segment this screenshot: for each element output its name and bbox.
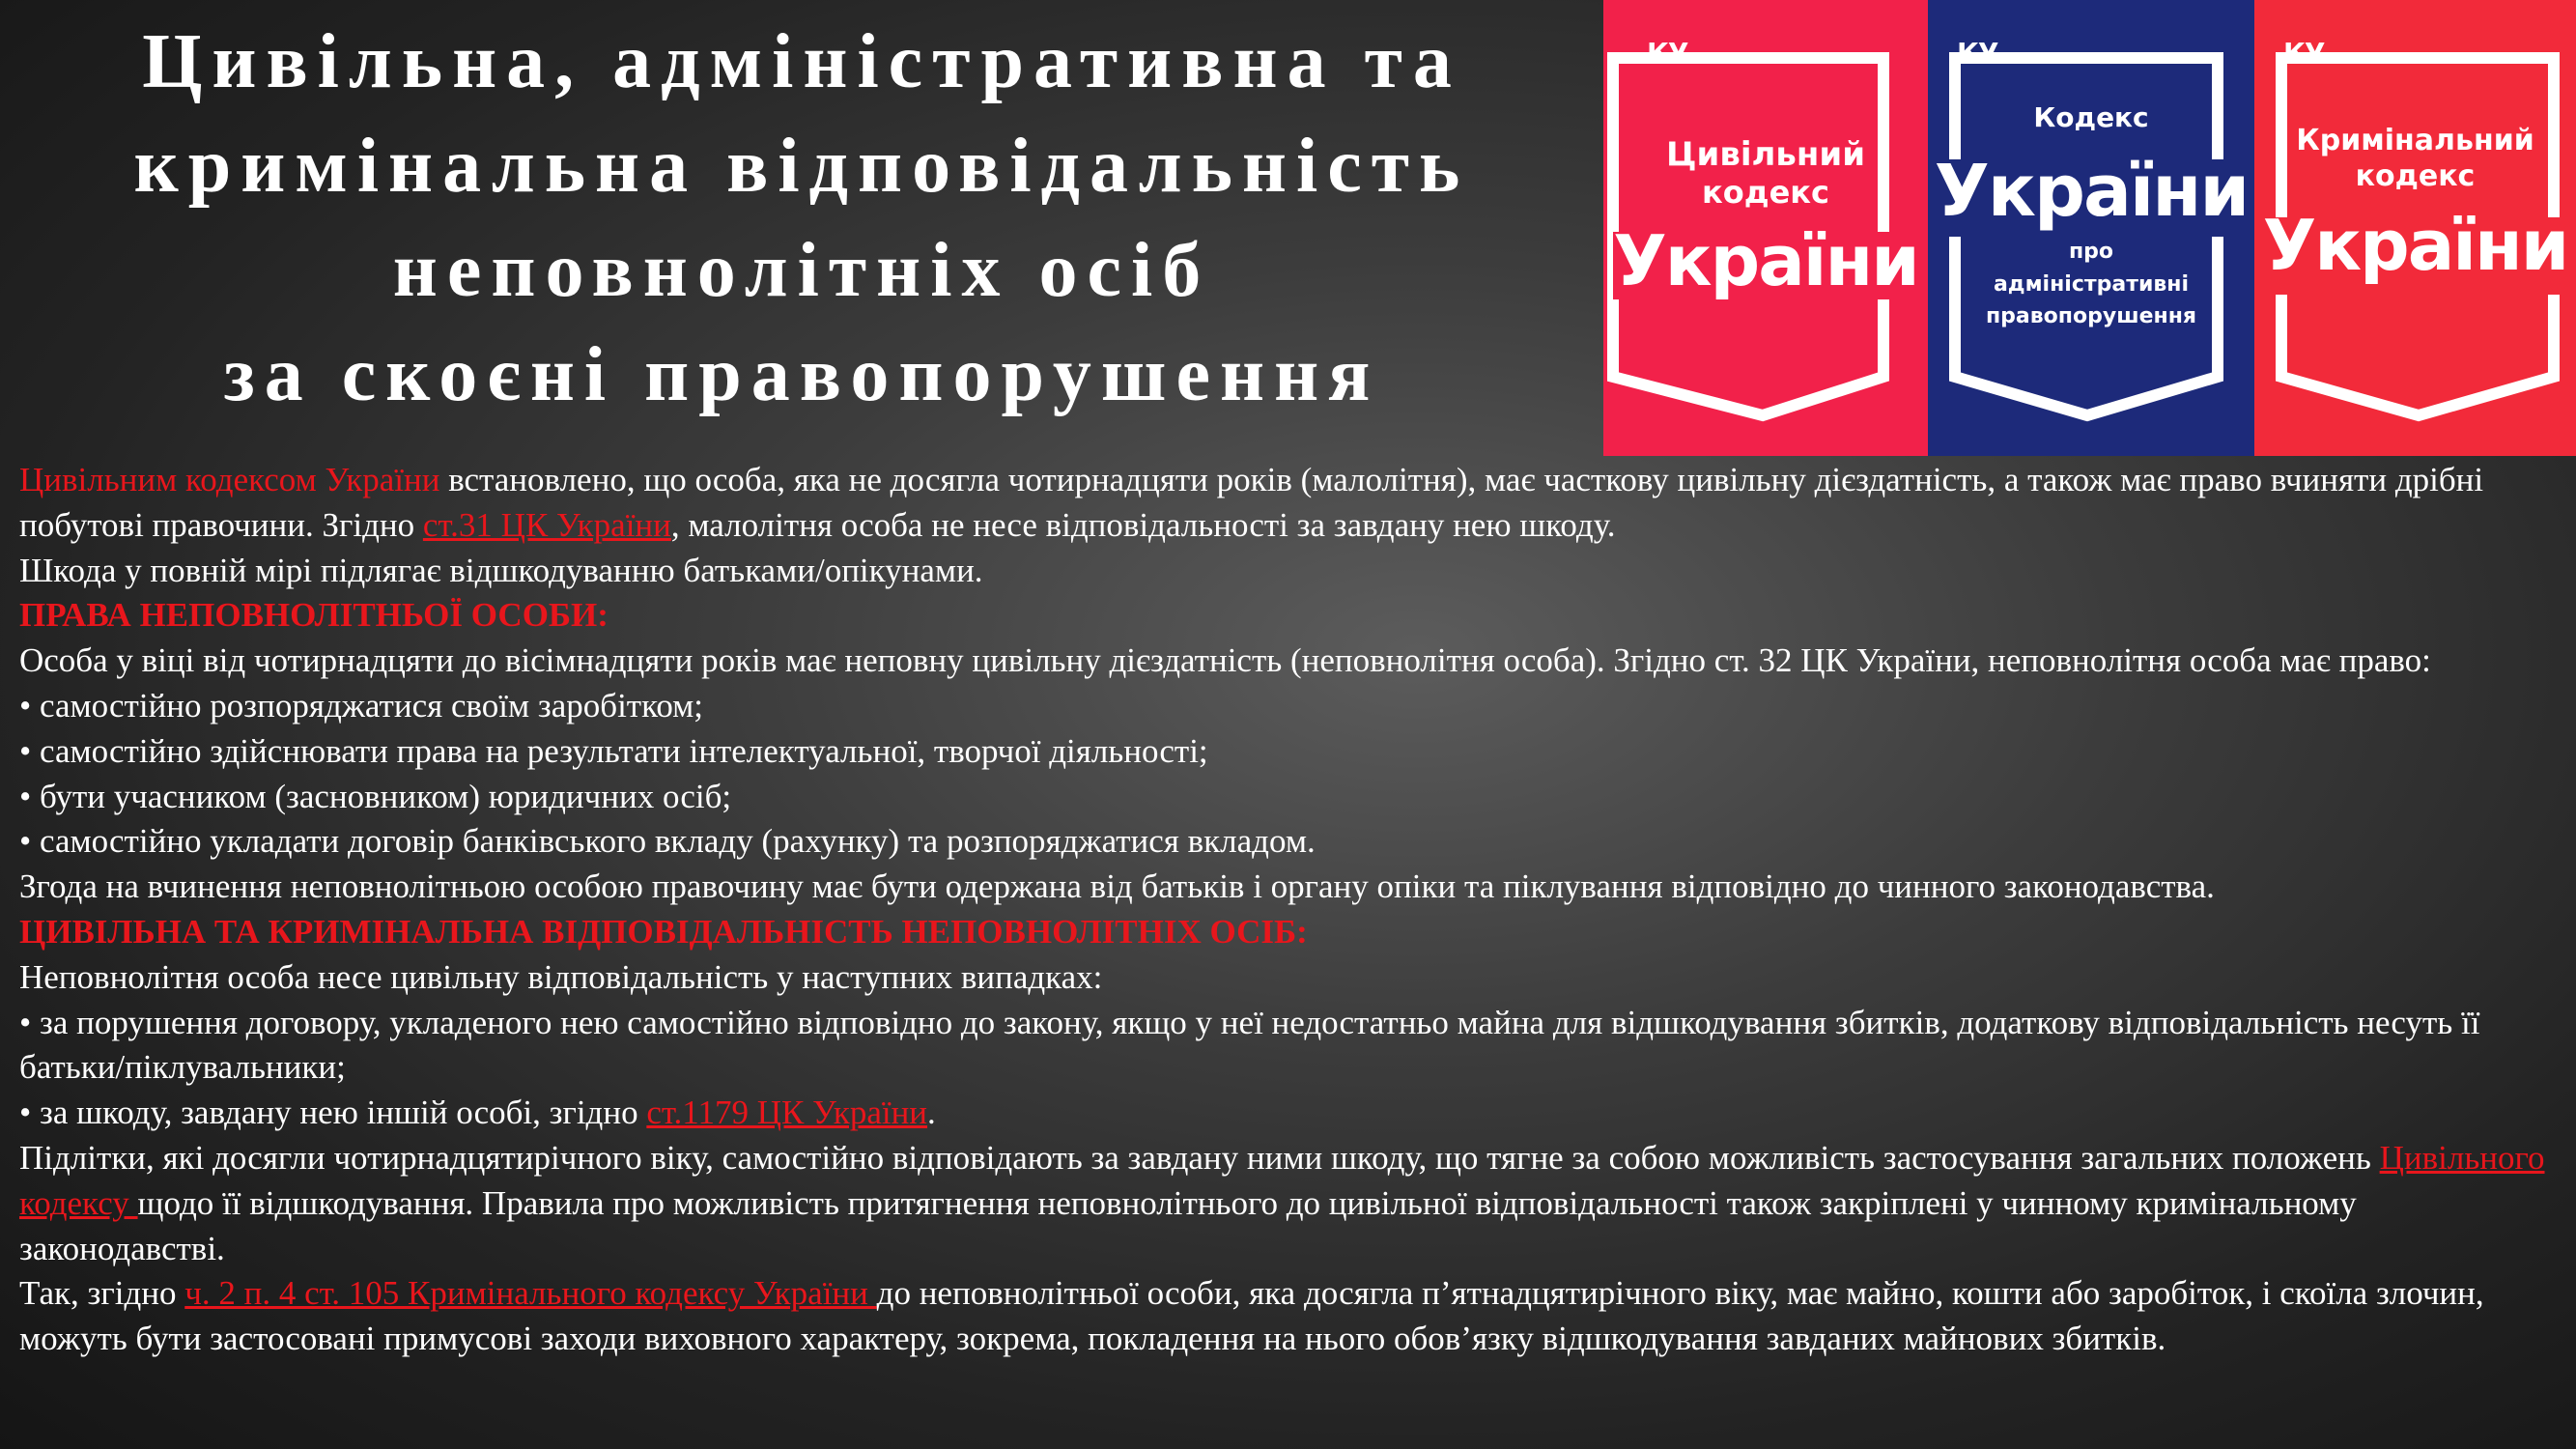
list-item-text: . <box>927 1094 936 1132</box>
paragraph-teenagers <box>19 1136 2555 1271</box>
civil-code-cover <box>1603 0 1928 456</box>
list-item: • самостійно розпоряджатися своїм заробітком; <box>19 686 704 724</box>
cover-line-1: Цивільний <box>1665 135 1866 174</box>
list-item <box>19 1091 2555 1136</box>
article-31-link[interactable]: ст.31 ЦК України <box>422 505 671 544</box>
cover-line-2: кодекс <box>2355 159 2476 193</box>
ku-logo: КУ <box>1647 37 1688 69</box>
paragraph-criminal-code <box>19 1271 2555 1362</box>
cover-big-text: України <box>1934 150 2249 233</box>
paragraph-text: до неповнолітньої особи, яка досягла п’ятнадцятирічного віку, має майно, кошти або заробіток, і скоїла злочин, можуть бути застосовані примусові заходи виховного характеру, зокрема, покладення на нього обов’язку відшкодування завданих майнових збитків. <box>19 1274 2484 1358</box>
ku-logo: КУ <box>1957 37 1998 69</box>
cover-sub-1: про <box>2068 240 2114 264</box>
paragraph-text: , малолітня особа не несе відповідальності за завдану нею шкоду. <box>670 505 1616 544</box>
civil-code-ref: Цивільним кодексом України <box>19 461 440 498</box>
list-item: • бути учасником (засновником) юридичних осіб; <box>19 777 732 815</box>
paragraph-consent: Згода на вчинення неповнолітньою особою правочину має бути одержана від батьків і органу опіки та піклування відповідно до чинного законодавства. <box>19 867 2215 906</box>
civil-code-link[interactable]: Цивільного кодексу <box>19 1138 2545 1222</box>
slide-title <box>19 10 1584 427</box>
title-line-4: за скоєні правопорушення <box>223 332 1380 417</box>
list-item: • за порушення договору, укладеного нею самостійно відповідно до закону, якщо у неї недостатньо майна для відшкодування збитків, додаткову відповідальність несуть її батьки/піклувальники; <box>19 1003 2480 1087</box>
cover-big-text: України <box>2262 205 2568 286</box>
ku-logo: КУ <box>2283 37 2325 69</box>
cover-sub-2: адміністративні <box>1993 272 2190 297</box>
article-1179-link[interactable]: ст.1179 ЦК України <box>646 1094 928 1132</box>
cover-line-2: кодекс <box>1702 174 1829 211</box>
title-line-1: Цивільна, адміністративна та <box>142 19 1461 104</box>
body-text <box>19 458 2555 1362</box>
heading-liability: ЦИВІЛЬНА ТА КРИМІНАЛЬНА ВІДПОВІДАЛЬНІСТЬ НЕПОВНОЛІТНІХ ОСІБ: <box>19 912 1308 951</box>
criminal-code-cover <box>2254 0 2576 456</box>
paragraph-civil-code <box>19 458 2555 549</box>
list-item: • самостійно здійснювати права на результати інтелектуальної, творчої діяльності; <box>19 731 1208 770</box>
paragraph-civil-liability: Неповнолітня особа несе цивільну відповідальність у наступних випадках: <box>19 957 1103 996</box>
cover-sub-3: правопорушення <box>1985 304 2197 328</box>
criminal-code-article-link[interactable]: ч. 2 п. 4 ст. 105 Кримінального кодексу України <box>184 1274 877 1313</box>
cover-line-1: Кримінальний <box>2296 124 2534 157</box>
paragraph-text: Так, згідно <box>19 1274 185 1313</box>
list-item: • самостійно укладати договір банківського вкладу (рахунку) та розпоряджатися вкладом. <box>19 822 1316 861</box>
cover-top-text: Кодекс <box>2033 101 2149 133</box>
paragraph-minor-capacity: Особа у віці від чотирнадцяти до вісімнадцяти років має неповну цивільну дієздатність (неповнолітня особа). Згідно ст. 32 ЦК України, неповнолітня особа має право: <box>19 641 2431 680</box>
paragraph-text: щодо її відшкодування. Правила про можливість притягнення неповнолітнього до цивільної відповідальності також закріплені у чинному кримінальному законодавстві. <box>19 1183 2357 1267</box>
paragraph-text: Підлітки, які досягли чотирнадцятирічного віку, самостійно відповідають за завдану ними шкоду, що тягне за собою можливість застосування загальних положень <box>19 1138 2380 1177</box>
paragraph-compensation: Шкода у повній мірі підлягає відшкодуванню батьками/опікунами. <box>19 551 983 589</box>
administrative-code-cover <box>1928 0 2254 456</box>
list-item-text: • за шкоду, завдану нею іншій особі, згідно <box>19 1094 647 1132</box>
title-line-2: кримінальна відповідальність <box>133 124 1470 209</box>
title-line-3: неповнолітніх осіб <box>392 228 1211 313</box>
code-covers-image <box>1603 0 2576 456</box>
paragraph-text: встановлено, що особа, яка не досягла чотирнадцяти років (малолітня), має часткову цивільну дієздатність, а також має право вчиняти дрібні побутові правочини. Згідно <box>19 461 2484 544</box>
heading-rights: ПРАВА НЕПОВНОЛІТНЬОЇ ОСОБИ: <box>19 596 609 635</box>
cover-big-text: України <box>1613 220 1918 301</box>
